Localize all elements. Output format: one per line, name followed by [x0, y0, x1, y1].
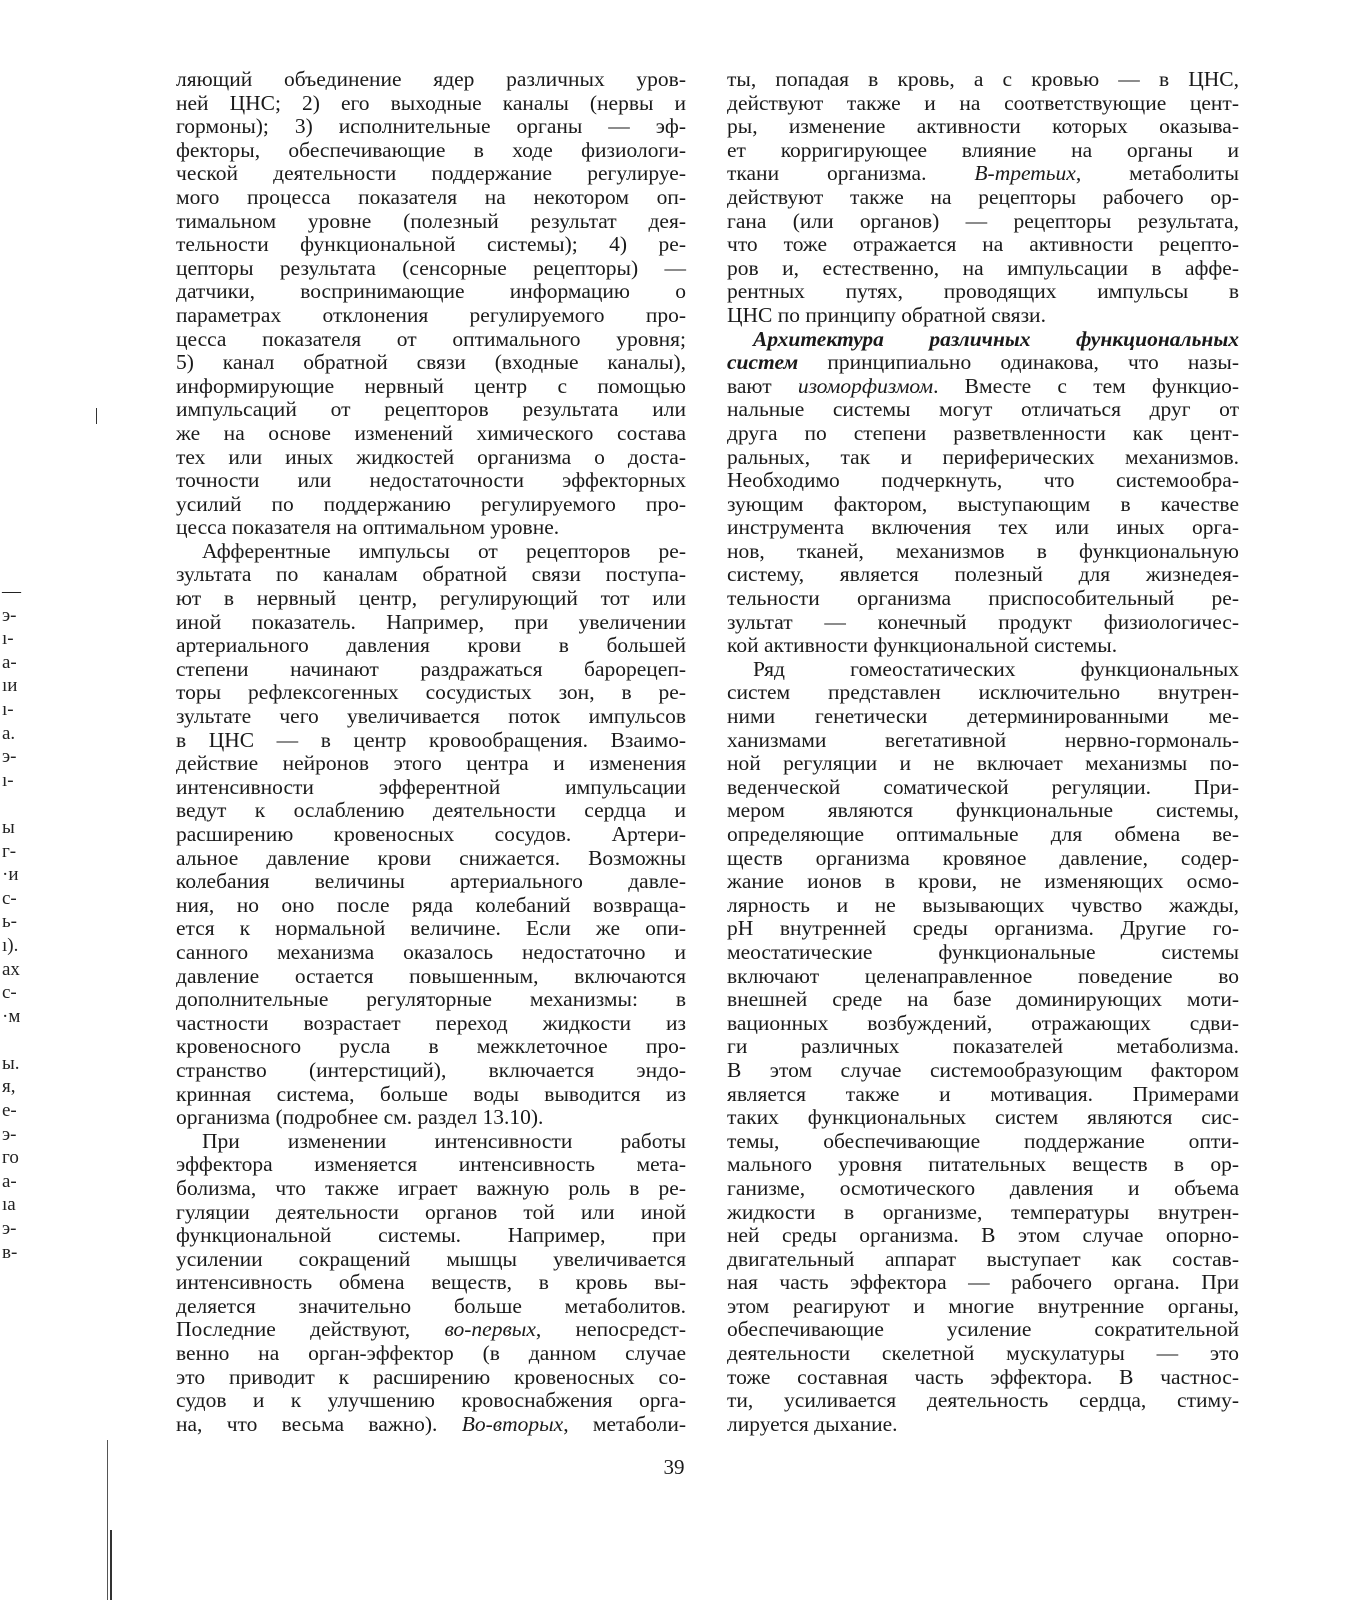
text-line: артериального давления крови в большей — [176, 633, 686, 658]
margin-fragment: с- — [2, 887, 17, 909]
text-line: цепторы результата (сенсорные рецепторы) — — [176, 255, 686, 280]
text-run: , метаболиты — [1075, 161, 1239, 186]
text-line: колебания величины артериального давле- — [176, 869, 686, 894]
text-line: включают целенаправленное поведение во — [727, 963, 1239, 988]
text-line — [727, 162, 1239, 186]
margin-fragment — [2, 1028, 42, 1052]
text-line: фекторы, обеспечивающие в ходе физиологи- — [176, 137, 686, 162]
margin-fragment: э- — [2, 1218, 17, 1240]
text-line: цесса показателя от оптимального уровня; — [176, 326, 686, 351]
text-line: зультате чего увеличивается поток импульсов — [176, 704, 686, 729]
text-line: торы рефлексогенных сосудистых зон, в ре- — [176, 680, 686, 705]
text-line: ров и, естественно, на импульсации в аффе- — [727, 255, 1239, 280]
text-line: цесса показателя на оптимальном уровне. — [176, 515, 560, 540]
text-line: же на основе изменений химического состава — [176, 420, 686, 445]
italic-term: Во-вторых — [461, 1411, 564, 1436]
margin-fragment: ах — [2, 958, 20, 980]
text-line: систем представлен исключительно внутрен- — [727, 680, 1239, 705]
text-line: усилении сокращений мышцы увеличивается — [176, 1246, 686, 1271]
text-line: иной показатель. Например, при увеличении — [176, 609, 686, 634]
text-line: ная часть эффектора — рабочего органа. При — [727, 1270, 1239, 1295]
text-line: гуляции деятельности органов той или иной — [176, 1199, 686, 1224]
text-run: , метаболи- — [563, 1411, 686, 1436]
text-line: мального уровня питательных веществ в ор- — [727, 1152, 1239, 1177]
text-line — [727, 351, 1239, 375]
text-line: интенсивности эфферентной импульсации — [176, 774, 686, 799]
text-line: этом реагируют и многие внутренние органы, — [727, 1293, 1239, 1318]
page-number: 39 — [663, 1455, 685, 1479]
text-line: двигательный аппарат выступает как состав- — [727, 1246, 1239, 1271]
text-line: параметрах отклонения регулируемого про- — [176, 302, 686, 327]
scan-artifact-mark — [110, 1530, 112, 1600]
margin-fragment: э- — [2, 604, 17, 626]
text-line: ганизме, осмотического давления и объема — [727, 1175, 1239, 1200]
margin-gap — [2, 792, 42, 816]
margin-fragment: — — [2, 581, 21, 602]
text-line: ральных, так и периферических механизмов. — [727, 444, 1239, 469]
margin-fragment: ы. — [2, 1052, 20, 1074]
text-line: ЦНС по принципу обратной связи. — [727, 302, 1046, 327]
margin-fragment: го — [2, 1147, 19, 1169]
italic-term: В-третьих — [974, 161, 1076, 186]
previous-page-margin-fragments — [2, 580, 42, 1264]
text-line: деятельности скелетной мускулатуры — это — [727, 1341, 1239, 1366]
margin-fragment: я, — [2, 1076, 16, 1098]
text-line: ют в нервный центр, регулирующий тот или — [176, 586, 686, 611]
text-line: pH внутренней среды организма. Другие го- — [727, 916, 1239, 941]
margin-fragment: ы — [2, 816, 15, 838]
text-line: действуют также на рецепторы рабочего ор- — [727, 184, 1239, 209]
text-line: лируется дыхание. — [727, 1411, 898, 1436]
scan-artifact-mark — [96, 408, 97, 424]
text-line: тех или иных жидкостей организма о доста- — [176, 444, 686, 469]
text-line: ляющий объединение ядер различных уров- — [176, 67, 686, 91]
text-line: рентных путях, проводящих импульсы в — [727, 279, 1239, 304]
left-text-column — [176, 68, 686, 1436]
text-line: интенсивность обмена веществ, в кровь вы- — [176, 1270, 686, 1295]
text-line: гормоны); 3) исполнительные органы — эф- — [176, 114, 686, 139]
margin-fragment: ı- — [2, 698, 14, 720]
text-line — [176, 1413, 686, 1437]
text-line: 5) канал обратной связи (входные каналы), — [176, 350, 686, 375]
text-line: тельности функциональной системы); 4) ре- — [176, 232, 686, 257]
text-line: друга по степени разветвленности как цент- — [727, 420, 1239, 445]
text-line: тимальном уровне (полезный результат дея- — [176, 208, 686, 233]
bold-italic-term: систем — [727, 350, 799, 375]
text-line: это приводит к расширению кровеносных со- — [176, 1364, 686, 1389]
text-line: гана (или органов) — рецепторы результата, — [727, 208, 1239, 233]
margin-fragment: а- — [2, 1170, 17, 1192]
italic-term: во-первых — [444, 1317, 536, 1342]
text-line: инструмента включения тех или иных орга- — [727, 515, 1239, 540]
text-line: точности или недостаточности эффекторных — [176, 468, 686, 493]
margin-fragment: ı- — [2, 628, 14, 650]
text-line: эффектора изменяется интенсивность мета- — [176, 1152, 686, 1177]
text-line: частности возрастает переход жидкости из — [176, 1010, 686, 1035]
text-line: кровеносного русла в межклеточное про- — [176, 1034, 686, 1059]
text-run: ткани организма. — [727, 161, 975, 186]
margin-fragment: г- — [2, 840, 17, 862]
margin-fragment: э- — [2, 746, 17, 768]
text-line: венно на орган-эффектор (в данном случае — [176, 1341, 686, 1366]
text-line: зультат — конечный продукт физиологичес- — [727, 609, 1239, 634]
text-line: усилий по поддержанию регулируемого про- — [176, 491, 686, 516]
text-line: При изменении интенсивности работы — [202, 1128, 686, 1153]
margin-fragment: ·м — [2, 1005, 21, 1027]
text-line: альное давление крови снижается. Возможны — [176, 845, 686, 870]
italic-term: изоморфизмом — [797, 373, 934, 398]
text-line: Необходимо подчеркнуть, что системообра- — [727, 468, 1239, 493]
text-line: обеспечивающие усиление сократительной — [727, 1317, 1239, 1342]
text-run: , непосредст- — [535, 1317, 686, 1342]
margin-fragment: ı- — [2, 769, 14, 791]
margin-fragment: а. — [2, 722, 16, 744]
text-line: ется к нормальной величине. Если же опи- — [176, 916, 686, 941]
text-line: тоже составная часть эффектора. В частнос- — [727, 1364, 1239, 1389]
text-line: зультата по каналам обратной связи поступа- — [176, 562, 686, 587]
text-run: на, что весьма важно). — [176, 1411, 462, 1436]
text-line: ти, усиливается деятельность сердца, стиму- — [727, 1388, 1239, 1413]
text-line: деляется значительно больше метаболитов. — [176, 1293, 686, 1318]
margin-fragment: с- — [2, 982, 17, 1004]
text-line: жание ионов в крови, не изменяющих осмо- — [727, 869, 1239, 894]
text-line: ханизмами вегетативной нервно-гормональ- — [727, 727, 1239, 752]
text-line: определяющие оптимальные для обмена ве- — [727, 822, 1239, 846]
text-line: ры, изменение активности которых оказыва- — [727, 114, 1239, 139]
text-line: темы, обеспечивающие поддержание опти- — [727, 1128, 1239, 1153]
margin-fragment: ·и — [2, 864, 19, 886]
text-line: болизма, что также играет важную роль в ре- — [176, 1175, 686, 1200]
text-line: расширению кровеносных сосудов. Артери- — [176, 822, 686, 846]
margin-fragment: ı). — [2, 934, 19, 956]
text-line: ней ЦНС; 2) его выходные каналы (нервы и — [176, 90, 686, 115]
text-line: веденческой соматической регуляции. При- — [727, 774, 1239, 799]
scan-artifact-mark — [107, 1440, 108, 1600]
text-line: кой активности функциональной системы. — [727, 633, 1118, 658]
text-line: датчики, воспринимающие информацию о — [176, 279, 686, 304]
text-line — [176, 1318, 686, 1342]
text-line: Ряд гомеостатических функциональных — [753, 656, 1239, 681]
text-line: мого процесса показателя на некотором оп- — [176, 184, 686, 209]
text-line: в ЦНС — в центр кровообращения. Взаимо- — [176, 727, 686, 752]
text-line: функциональной системы. Например, при — [176, 1223, 686, 1248]
text-line: ги различных показателей метаболизма. — [727, 1034, 1239, 1059]
text-line: тельности организма приспособительный ре- — [727, 586, 1239, 611]
text-line: лярность и не вызывающих чувство жажды, — [727, 892, 1239, 917]
text-line — [727, 328, 1239, 352]
text-line: таких функциональных систем являются сис- — [727, 1105, 1239, 1130]
text-line: давление остается повышенным, включаются — [176, 963, 686, 988]
text-line: вационных возбуждений, отражающих сдви- — [727, 1010, 1239, 1035]
text-line: кринная система, больше воды выводится из — [176, 1081, 686, 1106]
text-line: информирующие нервный центр с помощью — [176, 373, 686, 398]
text-line: В этом случае системообразующим фактором — [727, 1057, 1239, 1082]
text-line: действие нейронов этого центра и изменения — [176, 751, 686, 776]
text-line: дополнительные регуляторные механизмы: в — [176, 987, 686, 1012]
text-line: меостатические функциональные системы — [727, 939, 1239, 964]
text-line: ческой деятельности поддержание регулируе- — [176, 161, 686, 186]
text-line: степени начинают раздражаться барорецеп- — [176, 656, 686, 681]
text-line: ществ организма кровяное давление, содер- — [727, 845, 1239, 870]
text-line: нов, тканей, механизмов в функциональную — [727, 538, 1239, 563]
text-line: санного механизма оказалось недостаточно и — [176, 939, 686, 964]
right-text-column — [727, 68, 1239, 1436]
text-line: ты, попадая в кровь, а с кровью — в ЦНС, — [727, 67, 1239, 91]
text-line: ет корригирующее влияние на органы и — [727, 137, 1239, 162]
text-line: является также и мотивация. Примерами — [727, 1081, 1239, 1106]
text-line: ними генетически детерминированными ме- — [727, 704, 1239, 729]
text-line: действуют также и на соответствующие цент- — [727, 90, 1239, 115]
margin-fragment: ıа — [2, 1194, 16, 1216]
text-line: ней среды организма. В этом случае опорно- — [727, 1223, 1239, 1248]
text-line: мером являются функциональные системы, — [727, 798, 1239, 823]
text-line: Афферентные импульсы от рецепторов ре- — [202, 538, 686, 563]
text-line: что тоже отражается на активности рецепто- — [727, 232, 1239, 257]
text-line: систему, является полезный для жизнедея- — [727, 562, 1239, 587]
text-line — [727, 375, 1239, 399]
margin-fragment: а- — [2, 651, 17, 673]
margin-fragment: э- — [2, 1123, 17, 1145]
margin-fragment: ıи — [2, 675, 18, 697]
text-line: судов и к улучшению кровоснабжения орга- — [176, 1388, 686, 1413]
text-line: импульсаций от рецепторов результата или — [176, 397, 686, 422]
text-line: ведут к ослаблению деятельности сердца и — [176, 798, 686, 823]
bold-italic-term: Архитектура различных функциональных — [753, 326, 1239, 351]
text-line: ния, но оно после ряда колебаний возвраща- — [176, 892, 686, 917]
text-line: странство (интерстиций), включается эндо- — [176, 1057, 686, 1082]
text-line: зующим фактором, выступающим в качестве — [727, 491, 1239, 516]
text-run: вают — [727, 373, 798, 398]
text-line: жидкости в организме, температуры внутрен- — [727, 1199, 1239, 1224]
text-line: организма (подробнее см. раздел 13.10). — [176, 1105, 544, 1130]
text-line: нальные системы могут отличаться друг от — [727, 397, 1239, 422]
margin-fragment: е- — [2, 1100, 17, 1122]
margin-fragment: ь- — [2, 911, 17, 933]
text-run: . Вместе с тем функцио- — [933, 373, 1239, 398]
margin-fragment: в- — [2, 1241, 18, 1263]
text-run: принципиально одинакова, что назы- — [798, 350, 1239, 375]
text-line: ной регуляции и не включает механизмы по- — [727, 751, 1239, 776]
text-run: Последние действуют, — [176, 1317, 445, 1342]
text-line: внешней среде на базе доминирующих моти- — [727, 987, 1239, 1012]
